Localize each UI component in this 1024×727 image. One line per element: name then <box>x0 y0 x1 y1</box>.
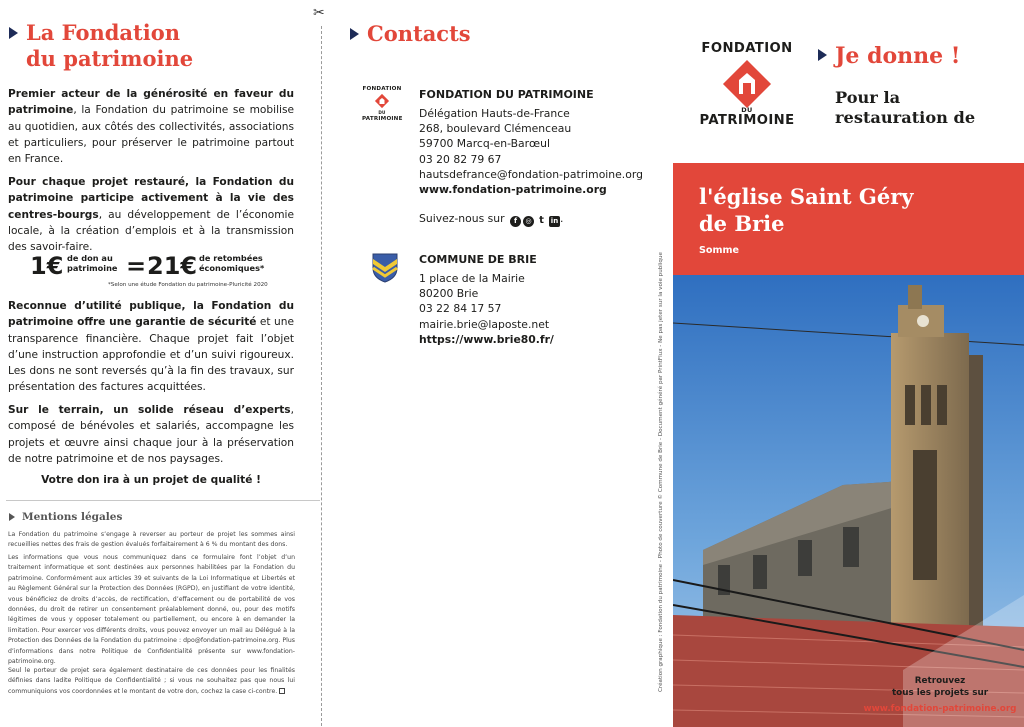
twitter-icon[interactable]: t <box>536 215 547 226</box>
fondation-diamond-icon <box>374 93 390 109</box>
commune-contact-name: COMMUNE DE BRIE <box>419 253 537 266</box>
fondation-contact-name: FONDATION DU PATRIMOINE <box>419 88 594 101</box>
foundation-title <box>26 20 286 72</box>
fold-line <box>321 26 322 726</box>
fondation-logo: FONDATION DU PATRIMOINE <box>699 41 795 128</box>
paragraph-text: , la Fondation du patrimoine se mobilise au quotidien, aux côtés des collectivités, associations et particuliers, pour préserver le patrimoine partout en France. <box>8 104 294 166</box>
fondation-email-link[interactable]: hautsdefrance@fondation-patrimoine.org <box>419 167 643 181</box>
title-line-2: du patrimoine <box>26 46 194 71</box>
title-line-1: La Fondation <box>26 20 180 45</box>
fondation-address-block: Délégation Hauts-de-France 268, boulevard Clémenceau 59700 Marcq-en-Barœul 03 20 82 79 67 hautsdefrance@fondation-patrimoine.org www.fondation-patrimoine.org <box>419 107 643 197</box>
fondation-website-link[interactable]: www.fondation-patrimoine.org <box>419 183 607 197</box>
find-projects: Retrouvez tous les projets sur www.fondation-patrimoine.org <box>860 676 1020 716</box>
project-region: Somme <box>699 245 740 256</box>
commune-crest-icon <box>372 253 398 283</box>
triangle-bullet-icon <box>9 513 15 521</box>
church-photo <box>673 275 1024 727</box>
fondation-diamond-icon <box>722 59 772 109</box>
stat-footnote: *Selon une étude Fondation du patrimoine-Pluricité 2020 <box>108 282 268 288</box>
commune-phone: 03 22 84 17 57 <box>419 302 502 316</box>
divider <box>6 500 320 501</box>
paragraph-bold: Reconnue d’utilité publique, la Fondation du patrimoine offre une garantie de sécurité <box>8 300 294 329</box>
legal-text-optout: Seul le porteur de projet sera également destinataire de ces données pour les finalités définies dans ladite Politique de Confidentialité ; si vous ne souhaitez pas que nous lui communiquions vos coordonnées et le montant de votre don, cochez la case ci-contre. <box>8 667 295 695</box>
paragraph-projects <box>8 174 294 255</box>
project-banner <box>673 163 1024 275</box>
paragraph-leader <box>8 86 294 167</box>
stat-donation-value: 1€ <box>30 252 64 280</box>
paragraph-text: , composé de bénévoles et salariés, accompagne les projets et œuvre ainsi chaque jour à la préservation de notre patrimoine et de nos paysages. <box>8 404 294 465</box>
fondation-logo-small: FONDATION DU PATRIMOINE <box>362 86 403 122</box>
triangle-bullet-icon <box>350 28 359 40</box>
paragraph-bold: Premier acteur de la générosité en faveur du patrimoine <box>8 88 294 117</box>
church-illustration <box>673 275 1024 727</box>
donate-title: Je donne ! <box>835 43 961 69</box>
stat-return-label: de retombées économiques* <box>199 253 265 273</box>
legal-title: Mentions légales <box>22 511 123 523</box>
triangle-bullet-icon <box>9 27 18 39</box>
stat-donation-label: de don au patrimoine <box>67 253 118 273</box>
credits-vertical: Création graphique : Fondation du patrimoine - Photo de couverture © Commune de Brie - Document généré par PrintFlux - Ne pas jeter sur la voie publique <box>658 252 664 692</box>
foundation-panel <box>0 0 320 727</box>
stat-equals: = <box>126 252 147 280</box>
triangle-bullet-icon <box>818 49 827 61</box>
paragraph-bold: Sur le terrain, un solide réseau d’experts <box>8 404 291 416</box>
linkedin-icon[interactable]: in <box>550 217 559 225</box>
legal-text-fees: La Fondation du patrimoine s’engage à reverser au porteur de projet les sommes ainsi recueillies nettes des frais de gestion évalués forfaitairement à 6 % du montant des dons. <box>8 531 295 549</box>
commune-email-link[interactable]: mairie.brie@laposte.net <box>419 317 550 331</box>
quality-tagline: Votre don ira à un projet de qualité ! <box>41 474 261 486</box>
paragraph-experts <box>8 402 294 467</box>
project-name: l'église Saint Géry de Brie <box>699 184 914 236</box>
optout-checkbox[interactable] <box>279 688 285 694</box>
facebook-icon[interactable]: f <box>510 216 521 227</box>
commune-website-link[interactable]: https://www.brie80.fr/ <box>419 332 554 346</box>
scissors-icon: ✂ <box>313 5 325 21</box>
paragraph-text: , au développement de l’économie locale, à la création d’emplois et à la transmission des savoir-faire. <box>8 208 294 254</box>
contacts-title: Contacts <box>367 21 471 46</box>
paragraph-text: et une transparence financière. Chaque projet fait l’objet d’une instruction approfondie et d’un suivi rigoureux. Les dons ne sont reversés qu’à la fin des travaux, sur présentation des factures acquittées. <box>8 316 294 394</box>
legal-text-privacy: Les informations que vous nous communiquez dans ce formulaire font l’objet d’un traitement informatique et sont destinées aux personnes habilitées par la Fondation du patrimoine. Conformément aux articles 39 et suivants de la Loi Informatique et Libertés et au Règlement Général sur la Protection des Données (RGPD), en justifiant de votre identité, vous bénéficiez de droits d’accès, de rectification, d’effacement ou de portabilité de vos données, du droit de retirer un consentement préalablement donné, ou, pour des motifs légitimes de vous y opposer totalement ou partiellement, ou encore à en demander la limitation. Pour exercer vos différents droits, vous pouvez envoyer un mail au Délégué à la Protection des Données de la Fondation du patrimoine : dpo@fondation-patrimoine.org. Plus d’informations dans notre Politique de Confidentialité présente sur www.fondation-patrimoine.org. <box>8 554 295 666</box>
fondation-phone: 03 20 82 79 67 <box>419 152 502 166</box>
paragraph-bold: Pour chaque projet restauré, la Fondation du patrimoine participe activement à la vie des centres-bourgs <box>8 176 294 221</box>
find-projects-link[interactable]: www.fondation-patrimoine.org <box>863 704 1017 714</box>
instagram-icon[interactable]: ◎ <box>523 216 534 227</box>
social-links: Suivez-nous sur f ◎ t in . <box>419 212 564 226</box>
donate-subtitle: Pour la restauration de <box>835 88 976 127</box>
commune-address-block: 1 place de la Mairie 80200 Brie 03 22 84 17 57 mairie.brie@laposte.net https://www.brie80.fr/ <box>419 272 554 346</box>
stat-return-value: 21€ <box>147 252 198 280</box>
donation-impact-stat <box>30 250 290 284</box>
paragraph-security <box>8 298 294 396</box>
